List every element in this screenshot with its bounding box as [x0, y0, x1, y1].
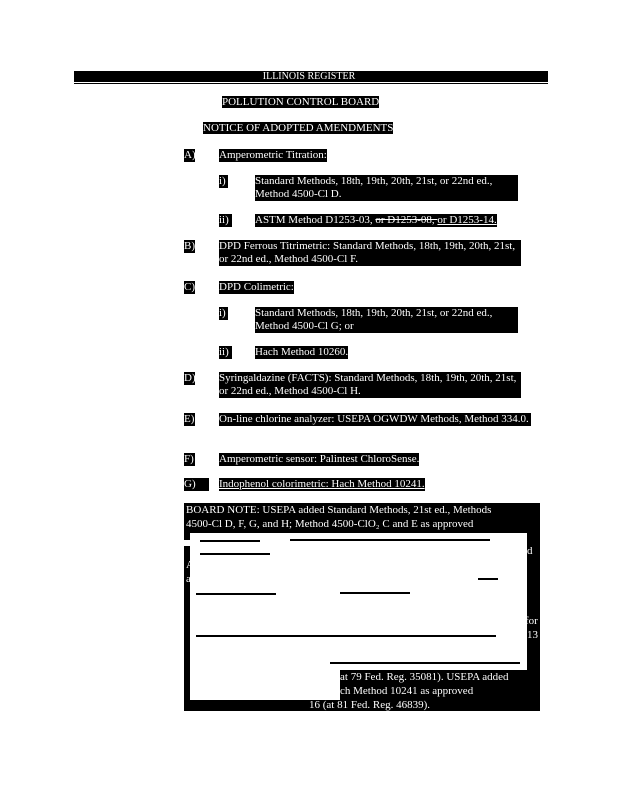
astm-text: ASTM Method D1253-03,	[255, 214, 376, 226]
speck	[290, 539, 490, 541]
board-note-tail-3: 16 (at 81 Fed. Reg. 46839).	[309, 699, 430, 711]
struck-text: or D1253-08,	[375, 214, 438, 226]
item-text-e: On-line chlorine analyzer: USEPA OGWDW Methods, Method 334.0.	[219, 413, 531, 426]
register-title: ILLINOIS REGISTER	[262, 71, 356, 82]
board-title: POLLUTION CONTROL BOARD	[222, 96, 380, 108]
speck	[200, 540, 260, 542]
item-label-c-i: i)	[219, 307, 228, 320]
speck	[200, 553, 270, 555]
redacted-tail	[190, 670, 340, 700]
item-label-c: C)	[184, 281, 195, 293]
item-text-a-ii	[255, 214, 497, 227]
speck	[330, 662, 520, 664]
speck	[340, 592, 410, 594]
item-text-d: Syringaldazine (FACTS): Standard Methods, 18th, 19th, 20th, 21st, or 22nd ed., Method 4500-Cl H.	[219, 372, 521, 398]
added-text: or D1253-14.	[437, 214, 497, 226]
fragment-ar: ar	[186, 573, 195, 585]
fragment-13: 13	[527, 629, 538, 641]
item-label-d: D)	[184, 372, 196, 384]
board-note-line-1: BOARD NOTE: USEPA added Standard Methods, 21st ed., Methods	[186, 504, 492, 516]
speck	[478, 578, 498, 580]
board-note-tail-1: at 79 Fed. Reg. 35081). USEPA added	[340, 671, 509, 683]
item-label-f: F)	[184, 453, 194, 465]
redacted-edge	[184, 540, 192, 546]
item-text-c-i: Standard Methods, 18th, 19th, 20th, 21st, or 22nd ed., Method 4500-Cl G; or	[255, 307, 518, 333]
speck	[196, 635, 496, 637]
item-label-a-i: i)	[219, 175, 228, 188]
header-rule	[74, 83, 548, 84]
item-text-b: DPD Ferrous Titrimetric: Standard Methods, 18th, 19th, 20th, 21st, or 22nd ed., Method 4500-Cl F.	[219, 240, 521, 266]
item-text-f: Amperometric sensor: Palintest ChloroSense.	[219, 453, 420, 465]
item-text-a: Amperometric Titration:	[219, 149, 327, 161]
item-text-c-ii: Hach Method 10260.	[255, 346, 349, 358]
item-label-a-ii: ii)	[219, 214, 232, 227]
item-text-g: Indophenol colorimetric: Hach Method 10241.	[219, 478, 425, 490]
item-text-a-i: Standard Methods, 18th, 19th, 20th, 21st, or 22nd ed., Method 4500-Cl D.	[255, 175, 518, 201]
item-label-b: B)	[184, 240, 195, 252]
fragment-for: for	[525, 615, 538, 627]
board-note-line-2: 4500-Cl D, F, G, and H; Method 4500-ClO₂ C and E as approved	[186, 518, 474, 530]
item-label-g: G)	[184, 478, 209, 491]
notice-title: NOTICE OF ADOPTED AMENDMENTS	[203, 122, 394, 134]
item-label-e: E)	[184, 413, 195, 425]
speck	[196, 593, 276, 595]
item-label-a: A)	[184, 149, 196, 161]
board-note-tail-2: ch Method 10241 as approved	[340, 685, 474, 697]
fragment-a: A	[186, 559, 194, 571]
fragment-d: d	[527, 545, 533, 557]
item-label-c-ii: ii)	[219, 346, 232, 359]
item-text-c: DPD Colimetric:	[219, 281, 294, 293]
